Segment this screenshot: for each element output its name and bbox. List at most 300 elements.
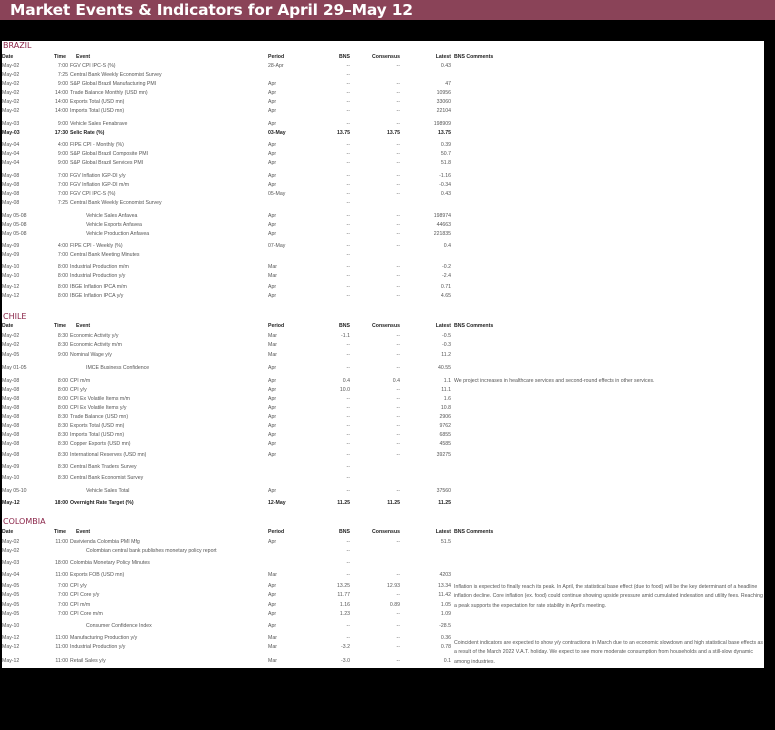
event-name: Vehicle Sales Fenabrave: [70, 121, 128, 127]
event-date: May-09: [2, 464, 20, 470]
event-time: 8:30: [57, 452, 68, 458]
consensus-forecast: --: [396, 243, 400, 249]
event-date: May-03: [2, 130, 20, 136]
event-date: May-08: [2, 173, 20, 179]
event-row: [2, 242, 764, 251]
event-time: 8:30: [57, 423, 68, 429]
consensus-forecast: --: [396, 99, 400, 105]
event-name: Economic Activity m/m: [70, 342, 122, 348]
latest-value: 1.09: [440, 611, 451, 617]
section-title-brazil: BRAZIL: [3, 41, 32, 50]
bns-forecast: 1.16: [339, 602, 350, 608]
latest-value: -1.16: [439, 173, 451, 179]
latest-value: 0.43: [440, 63, 451, 69]
latest-value: 0.1: [443, 658, 451, 664]
event-name: Economic Activity y/y: [70, 333, 119, 339]
event-date: May 05-08: [2, 231, 27, 237]
event-period: Apr: [268, 365, 277, 371]
event-row: [2, 634, 764, 643]
event-period: Apr: [268, 414, 277, 420]
consensus-forecast: --: [396, 264, 400, 270]
col-header-comments: BNS Comments: [454, 323, 494, 329]
event-time: 8:00: [57, 264, 68, 270]
bns-forecast: --: [346, 273, 350, 279]
bns-forecast: --: [346, 160, 350, 166]
event-name: CPI Ex Volatile Items y/y: [70, 405, 127, 411]
consensus-forecast: 12.93: [387, 583, 400, 589]
consensus-forecast: --: [396, 142, 400, 148]
latest-value: 40.55: [438, 365, 451, 371]
latest-value: 13.75: [438, 130, 451, 136]
event-row: [2, 230, 764, 239]
event-name: Colombian central bank publishes monetary policy report: [86, 548, 217, 554]
event-row: [2, 413, 764, 422]
event-date: May-12: [2, 658, 20, 664]
event-name: Central Bank Meeting Minutes: [70, 252, 140, 258]
event-name: Central Bank Economist Survey: [70, 475, 144, 481]
latest-value: 4585: [439, 441, 451, 447]
consensus-forecast: --: [396, 342, 400, 348]
event-time: 14:00: [55, 90, 68, 96]
bns-forecast: --: [346, 293, 350, 299]
event-period: Apr: [268, 602, 277, 608]
event-time: 7:00: [57, 592, 68, 598]
event-date: May-02: [2, 342, 20, 348]
bns-forecast: --: [346, 441, 350, 447]
event-name: FGV CPI IPC-S (%): [70, 63, 116, 69]
bns-forecast: --: [346, 99, 350, 105]
event-time: 8:00: [57, 405, 68, 411]
bns-forecast: 11.25: [337, 500, 350, 506]
latest-value: 50.7: [440, 151, 451, 157]
consensus-forecast: --: [396, 191, 400, 197]
event-period: Apr: [268, 539, 277, 545]
latest-value: 11.25: [438, 500, 451, 506]
bns-forecast: --: [346, 352, 350, 358]
event-name: Exports Total (USD mn): [70, 99, 125, 105]
bns-forecast: --: [346, 452, 350, 458]
event-date: May-02: [2, 81, 20, 87]
col-header-latest: Latest: [435, 323, 451, 329]
event-name: CPI Core y/y: [70, 592, 100, 598]
bns-forecast: 13.75: [337, 130, 350, 136]
latest-value: 51.5: [440, 539, 451, 545]
event-name: Industrial Production y/y: [70, 644, 126, 650]
latest-value: -0.3: [442, 342, 451, 348]
bns-forecast: --: [346, 243, 350, 249]
event-name: S&P Global Brazil Services PMI: [70, 160, 144, 166]
event-name: Exports Total (USD mn): [70, 423, 125, 429]
event-name: International Reserves (USD mn): [70, 452, 147, 458]
event-time: 9:00: [57, 121, 68, 127]
bns-forecast: --: [346, 121, 350, 127]
event-date: May-08: [2, 396, 20, 402]
event-time: 11:00: [55, 572, 68, 578]
event-row: [2, 332, 764, 341]
latest-value: 13.34: [438, 583, 451, 589]
latest-value: 0.39: [440, 142, 451, 148]
bns-forecast: --: [346, 264, 350, 270]
col-header-bns: BNS: [339, 323, 350, 329]
event-period: Apr: [268, 592, 277, 598]
col-header-consensus: Consensus: [372, 529, 400, 535]
bns-forecast: 13.25: [337, 583, 350, 589]
bns-forecast: --: [346, 342, 350, 348]
event-time: 8:30: [57, 333, 68, 339]
event-time: 14:00: [55, 108, 68, 114]
event-period: 28-Apr: [268, 63, 284, 69]
latest-value: 2906: [439, 414, 451, 420]
event-name: Trade Balance Monthly (USD mn): [70, 90, 148, 96]
event-row: [2, 341, 764, 350]
latest-value: 11.1: [441, 387, 451, 393]
event-date: May-09: [2, 252, 20, 258]
event-row: [2, 107, 764, 116]
event-name: Vehicle Production Anfavea: [86, 231, 150, 237]
event-time: 7:00: [57, 611, 68, 617]
latest-value: 11.2: [441, 352, 451, 358]
event-name: IMCE Business Confidence: [86, 365, 150, 371]
event-name: CPI Ex Volatile Items m/m: [70, 396, 130, 402]
event-time: 7:00: [57, 182, 68, 188]
bns-forecast: --: [346, 635, 350, 641]
event-row: [2, 141, 764, 150]
bns-forecast: 1.23: [339, 611, 350, 617]
latest-value: 221835: [433, 231, 451, 237]
event-time: 11:00: [55, 658, 68, 664]
event-row: [2, 351, 764, 360]
event-row: [2, 263, 764, 272]
event-period: Apr: [268, 405, 277, 411]
event-date: May-04: [2, 160, 20, 166]
latest-value: 198974: [433, 213, 451, 219]
event-name: IBGE Inflation IPCA m/m: [70, 284, 127, 290]
col-header-comments: BNS Comments: [454, 54, 494, 60]
event-period: 05-May: [268, 191, 286, 197]
consensus-forecast: --: [396, 121, 400, 127]
event-period: Apr: [268, 611, 277, 617]
consensus-forecast: --: [396, 213, 400, 219]
event-time: 9:00: [57, 160, 68, 166]
bns-forecast: --: [346, 191, 350, 197]
consensus-forecast: --: [396, 81, 400, 87]
event-period: Apr: [268, 173, 277, 179]
event-period: Apr: [268, 90, 277, 96]
latest-value: 0.43: [440, 191, 451, 197]
latest-value: 44663: [436, 222, 451, 228]
bns-forecast: --: [346, 548, 350, 554]
consensus-forecast: --: [396, 173, 400, 179]
event-period: Apr: [268, 387, 277, 393]
consensus-forecast: --: [396, 182, 400, 188]
event-row: [2, 404, 764, 413]
bns-forecast: --: [346, 405, 350, 411]
event-period: Apr: [268, 108, 277, 114]
latest-value: -28.5: [439, 623, 451, 629]
event-period: Apr: [268, 151, 277, 157]
event-name: Industrial Production y/y: [70, 273, 126, 279]
event-time: 7:25: [57, 72, 68, 78]
event-name: FIPE CPI - Monthly (%): [70, 142, 124, 148]
event-date: May 01-05: [2, 365, 27, 371]
consensus-forecast: --: [396, 658, 400, 664]
consensus-forecast: 13.75: [387, 130, 400, 136]
event-date: May-08: [2, 405, 20, 411]
event-row: [2, 159, 764, 168]
bns-forecast: --: [346, 222, 350, 228]
event-time: 18:00: [55, 560, 68, 566]
event-period: Apr: [268, 293, 277, 299]
event-period: Apr: [268, 142, 277, 148]
bns-forecast: --: [346, 90, 350, 96]
event-date: May-05: [2, 602, 20, 608]
event-period: Apr: [268, 423, 277, 429]
latest-value: -0.34: [439, 182, 451, 188]
event-name: CPI y/y: [70, 387, 87, 393]
event-date: May-08: [2, 191, 20, 197]
event-name: Selic Rate (%): [70, 130, 105, 136]
bns-forecast: --: [346, 539, 350, 545]
event-row: [2, 292, 764, 301]
event-date: May-04: [2, 142, 20, 148]
event-time: 14:00: [55, 99, 68, 105]
col-header-bns: BNS: [339, 54, 350, 60]
event-time: 8:30: [57, 441, 68, 447]
event-row: [2, 451, 764, 460]
event-name: Consumer Confidence Index: [86, 623, 152, 629]
latest-value: 11.42: [438, 592, 451, 598]
event-time: 8:30: [57, 342, 68, 348]
event-period: Mar: [268, 273, 277, 279]
event-date: May-05: [2, 352, 20, 358]
latest-value: 9762: [439, 423, 451, 429]
event-name: Copper Exports (USD mn): [70, 441, 131, 447]
event-time: 8:30: [57, 475, 68, 481]
column-header-row-colombia: [2, 528, 764, 537]
event-row: [2, 71, 764, 80]
event-period: Apr: [268, 182, 277, 188]
event-period: Apr: [268, 213, 277, 219]
event-time: 7:00: [57, 602, 68, 608]
bns-forecast: --: [346, 252, 350, 258]
event-name: Vehicle Sales Anfavea: [86, 213, 138, 219]
event-time: 9:00: [57, 81, 68, 87]
consensus-forecast: --: [396, 90, 400, 96]
col-header-latest: Latest: [435, 529, 451, 535]
col-header-period: Period: [268, 529, 285, 535]
col-header-period: Period: [268, 323, 285, 329]
event-date: May-10: [2, 264, 20, 270]
event-time: 11:00: [55, 635, 68, 641]
bns-forecast: 0.4: [342, 378, 350, 384]
event-row: [2, 487, 764, 496]
event-row: [2, 80, 764, 89]
event-time: 7:00: [57, 583, 68, 589]
bns-forecast: --: [346, 365, 350, 371]
latest-value: 10956: [436, 90, 451, 96]
event-period: Apr: [268, 81, 277, 87]
event-time: 8:00: [57, 284, 68, 290]
event-date: May-12: [2, 284, 20, 290]
event-name: Imports Total (USD mn): [70, 432, 125, 438]
consensus-forecast: --: [396, 108, 400, 114]
consensus-forecast: --: [396, 273, 400, 279]
event-date: May-02: [2, 99, 20, 105]
event-date: May-08: [2, 414, 20, 420]
event-row: [2, 150, 764, 159]
event-row: [2, 364, 764, 373]
event-date: May-08: [2, 387, 20, 393]
event-row: [2, 422, 764, 431]
event-name: Davivienda Colombia PMI Mfg: [70, 539, 140, 545]
event-row: [2, 62, 764, 71]
event-date: May-05: [2, 611, 20, 617]
event-date: May-10: [2, 273, 20, 279]
event-date: May-12: [2, 500, 20, 506]
event-period: Apr: [268, 121, 277, 127]
column-header-row-chile: [2, 322, 764, 331]
event-date: May-02: [2, 548, 20, 554]
event-row: [2, 463, 764, 472]
latest-value: 10.8: [440, 405, 451, 411]
event-name: CPI Core m/m: [70, 611, 103, 617]
event-date: May-08: [2, 432, 20, 438]
event-period: Mar: [268, 572, 277, 578]
comment-colombia-cpi: Inflation is expected to finally reach its peak. In April, the statistical base effect (due to food) will be the key determinant of a headline inflation decline. Core inflation (ex. food) could continue showing upside pressure amid cumulated indexation and utility fees. Reaching a peak supports the expectation for rate stability in April's meeting.: [454, 584, 763, 609]
bns-forecast: --: [346, 423, 350, 429]
event-period: Mar: [268, 644, 277, 650]
event-row: [2, 199, 764, 208]
consensus-forecast: --: [396, 572, 400, 578]
event-period: Apr: [268, 222, 277, 228]
bns-comment: We project increases in healthcare services and second-round effects in other services.: [454, 378, 655, 384]
event-name: Colombia Monetary Policy Minutes: [70, 560, 150, 566]
bns-forecast: --: [346, 623, 350, 629]
consensus-forecast: --: [396, 623, 400, 629]
section-title-chile: CHILE: [3, 312, 27, 321]
consensus-forecast: --: [396, 396, 400, 402]
bns-forecast: --: [346, 63, 350, 69]
consensus-forecast: --: [396, 293, 400, 299]
event-time: 11:00: [55, 644, 68, 650]
bns-forecast: --: [346, 151, 350, 157]
event-name: FGV Inflation IGP-DI y/y: [70, 173, 126, 179]
bns-forecast: --: [346, 414, 350, 420]
bns-forecast: 11.77: [337, 592, 350, 598]
consensus-forecast: --: [396, 539, 400, 545]
event-date: May-08: [2, 182, 20, 188]
event-period: Apr: [268, 488, 277, 494]
col-header-comments: BNS Comments: [454, 529, 494, 535]
bns-forecast: 10.0: [339, 387, 350, 393]
event-name: Retail Sales y/y: [70, 658, 106, 664]
event-time: 18:00: [54, 500, 68, 506]
event-period: Apr: [268, 396, 277, 402]
event-date: May-02: [2, 72, 20, 78]
event-period: Mar: [268, 352, 277, 358]
event-name: Central Bank Weekly Economist Survey: [70, 200, 162, 206]
event-period: Mar: [268, 342, 277, 348]
col-header-time: Time: [54, 54, 67, 60]
consensus-forecast: --: [396, 352, 400, 358]
page-title: Market Events & Indicators for April 29–May 12: [0, 0, 775, 20]
event-row: [2, 440, 764, 449]
latest-value: 47: [445, 81, 451, 87]
event-row: [2, 582, 764, 591]
event-time: 7:00: [57, 252, 68, 258]
latest-value: 51.8: [440, 160, 451, 166]
col-header-bns: BNS: [339, 529, 350, 535]
event-date: May-04: [2, 151, 20, 157]
event-time: 4:00: [57, 243, 68, 249]
event-period: Mar: [268, 658, 277, 664]
bns-forecast: --: [346, 231, 350, 237]
event-period: Apr: [268, 452, 277, 458]
col-header-date: Date: [2, 529, 14, 535]
event-name: Overnight Rate Target (%): [70, 500, 134, 506]
event-time: 17:30: [54, 130, 68, 136]
event-name: Central Bank Traders Survey: [70, 464, 137, 470]
event-name: S&P Global Brazil Manufacturing PMI: [70, 81, 157, 87]
event-row: [2, 474, 764, 483]
event-date: May-05: [2, 583, 20, 589]
col-header-consensus: Consensus: [372, 323, 400, 329]
event-row: [2, 622, 764, 631]
event-period: Mar: [268, 264, 277, 270]
bns-forecast: --: [346, 142, 350, 148]
consensus-forecast: --: [396, 414, 400, 420]
bns-forecast: --: [346, 81, 350, 87]
consensus-forecast: --: [396, 365, 400, 371]
bns-forecast: --: [346, 284, 350, 290]
event-date: May-08: [2, 378, 20, 384]
event-time: 9:00: [57, 151, 68, 157]
consensus-forecast: --: [396, 284, 400, 290]
comment-colombia-activity: Coincident indicators are expected to show y/y contractions in March due to an economic slowdown and high statistical base effects as a result of the March 2022 V.A.T. holiday. We expect to see more moderate consumption from households and a still-slow dynamic among industries.: [454, 640, 764, 665]
event-date: May-08: [2, 452, 20, 458]
event-row: [2, 98, 764, 107]
event-period: 03-May: [268, 130, 286, 136]
col-header-consensus: Consensus: [372, 54, 400, 60]
event-date: May-02: [2, 63, 20, 69]
events-sheet: [2, 41, 764, 668]
column-header-row-brazil: [2, 53, 764, 62]
event-period: Apr: [268, 441, 277, 447]
event-time: 7:00: [57, 191, 68, 197]
bns-forecast: --: [346, 464, 350, 470]
event-period: 07-May: [268, 243, 286, 249]
event-date: May-05: [2, 592, 20, 598]
bns-forecast: --: [346, 108, 350, 114]
bns-forecast: --: [346, 200, 350, 206]
event-row: [2, 212, 764, 221]
consensus-forecast: --: [396, 441, 400, 447]
event-row: [2, 559, 764, 568]
event-date: May-03: [2, 121, 20, 127]
consensus-forecast: --: [396, 488, 400, 494]
latest-value: 4.65: [440, 293, 451, 299]
latest-value: 4203: [439, 572, 451, 578]
event-period: Apr: [268, 160, 277, 166]
event-period: Apr: [268, 99, 277, 105]
event-name: IBGE Inflation IPCA y/y: [70, 293, 124, 299]
event-name: Nominal Wage y/y: [70, 352, 112, 358]
consensus-forecast: --: [396, 63, 400, 69]
latest-value: 1.6: [443, 396, 451, 402]
col-header-date: Date: [2, 54, 14, 60]
event-name: Industrial Production m/m: [70, 264, 129, 270]
event-row: [2, 283, 764, 292]
